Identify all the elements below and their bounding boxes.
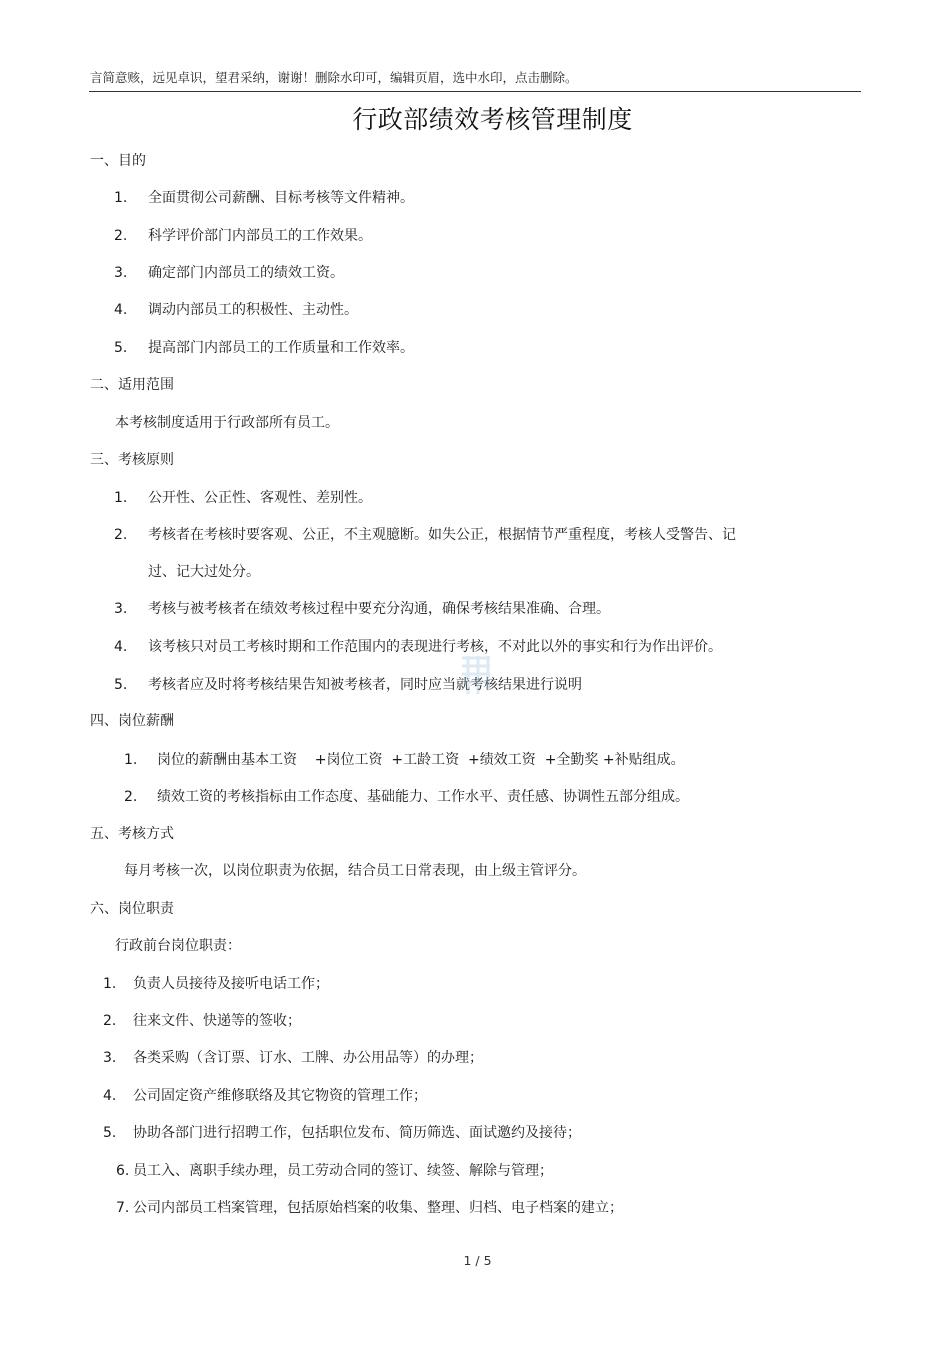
- header-rule: [89, 91, 861, 92]
- page-title: 行政部绩效考核管理制度: [352, 105, 633, 134]
- list-item-number: 6.: [116, 1163, 130, 1179]
- list-item-number: 3.: [114, 265, 128, 281]
- list-item-text: 考核者在考核时要客观、公正，不主观臆断。如失公正，根据情节严重程度，考核人受警告、记: [148, 527, 736, 543]
- section-body: 每月考核一次，以岗位职责为依据，结合员工日常表现，由上级主管评分。: [124, 863, 586, 879]
- list-item-text: 考核者应及时将考核结果告知被考核者，同时应当就考核结果进行说明: [148, 677, 582, 693]
- section-heading-method: 五、考核方式: [90, 826, 174, 842]
- section-heading-principles: 三、考核原则: [90, 452, 174, 468]
- list-item-text: 负责人员接待及接听电话工作；: [133, 976, 329, 992]
- list-item-number: 1.: [103, 976, 117, 992]
- subheading-front-desk: 行政前台岗位职责：: [115, 938, 241, 954]
- section-heading-purpose: 一、目的: [90, 153, 146, 169]
- list-item-number: 3.: [114, 601, 128, 617]
- list-item-number: 2.: [124, 789, 138, 805]
- list-item-number: 2.: [114, 228, 128, 244]
- list-item-text: 提高部门内部员工的工作质量和工作效率。: [148, 340, 414, 356]
- list-item-number: 3.: [103, 1050, 117, 1066]
- list-item-number: 4.: [103, 1088, 117, 1104]
- header-note: 言简意赅，远见卓识，望君采纳，谢谢！删除水印可，编辑页眉，选中水印，点击删除。: [90, 70, 578, 85]
- list-item-text: 确定部门内部员工的绩效工资。: [148, 265, 344, 281]
- list-item-text: 岗位的薪酬由基本工资 +岗位工资 +工龄工资 +绩效工资 +全勤奖 +补贴组成。: [157, 752, 685, 768]
- list-item-text: 公司内部员工档案管理，包括原始档案的收集、整理、归档、电子档案的建立；: [133, 1200, 623, 1216]
- list-item-text: 协助各部门进行招聘工作，包括职位发布、简历筛选、面试邀约及接待；: [133, 1125, 581, 1141]
- list-item-number: 2.: [114, 527, 128, 543]
- list-item-number: 2.: [103, 1013, 117, 1029]
- list-item-text: 科学评价部门内部员工的工作效果。: [148, 228, 372, 244]
- section-heading-salary: 四、岗位薪酬: [90, 713, 174, 729]
- list-item-number: 1.: [114, 190, 128, 206]
- list-item-text: 调动内部员工的积极性、主动性。: [148, 302, 358, 318]
- list-item-number: 5.: [103, 1125, 117, 1141]
- section-heading-duties: 六、岗位职责: [90, 901, 174, 917]
- section-heading-scope: 二、适用范围: [90, 377, 174, 393]
- list-item-text: 绩效工资的考核指标由工作态度、基础能力、工作水平、责任感、协调性五部分组成。: [157, 789, 689, 805]
- list-item-number: 5.: [114, 340, 128, 356]
- list-item-number: 5.: [114, 677, 128, 693]
- list-item-text: 员工入、离职手续办理，员工劳动合同的签订、续签、解除与管理；: [133, 1163, 553, 1179]
- section-body: 本考核制度适用于行政部所有员工。: [115, 415, 339, 431]
- list-item-number: 1.: [124, 752, 138, 768]
- page-number: 1 / 5: [463, 1253, 492, 1268]
- list-item-number: 4.: [114, 302, 128, 318]
- list-item-text: 公开性、公正性、客观性、差别性。: [148, 490, 372, 506]
- watermark-icon: [452, 650, 500, 698]
- list-item-number: 1.: [114, 490, 128, 506]
- list-item-continuation: 过、记大过处分。: [148, 564, 260, 580]
- list-item-text: 各类采购（含订票、订水、工牌、办公用品等）的办理；: [133, 1050, 483, 1066]
- list-item-text: 往来文件、快递等的签收；: [133, 1013, 301, 1029]
- list-item-number: 7.: [116, 1200, 130, 1216]
- list-item-text: 考核与被考核者在绩效考核过程中要充分沟通，确保考核结果准确、合理。: [148, 601, 610, 617]
- list-item-text: 全面贯彻公司薪酬、目标考核等文件精神。: [148, 190, 414, 206]
- list-item-text: 公司固定资产维修联络及其它物资的管理工作；: [133, 1088, 427, 1104]
- list-item-text: 该考核只对员工考核时期和工作范围内的表现进行考核，不对此以外的事实和行为作出评价。: [148, 639, 722, 655]
- list-item-number: 4.: [114, 639, 128, 655]
